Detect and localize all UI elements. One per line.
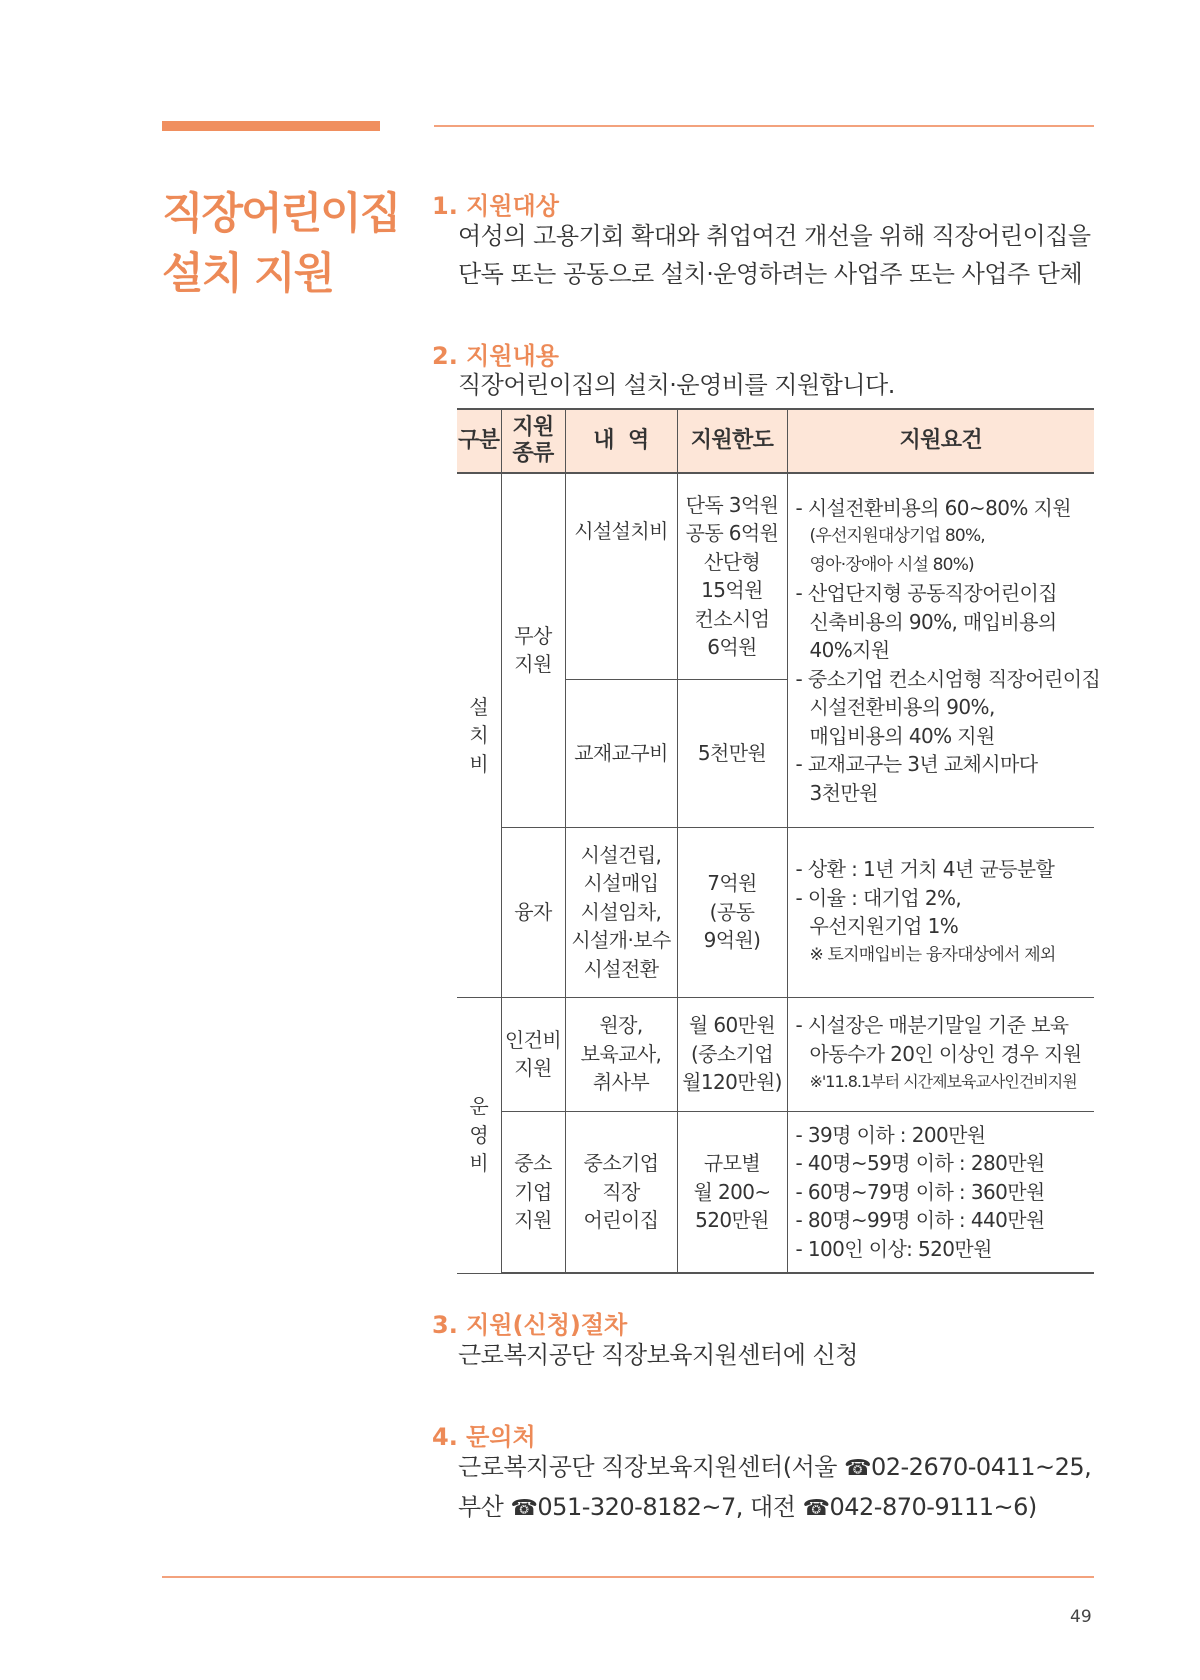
items-sme: 중소기업 직장 어린이집 — [565, 1111, 677, 1273]
page-number: 49 — [1070, 1607, 1092, 1627]
phone-icon: ☎ — [510, 1496, 538, 1521]
phone-icon: ☎ — [802, 1496, 830, 1521]
header-limit: 지원한도 — [677, 409, 787, 473]
header-category: 구분 — [457, 409, 501, 473]
items-loan: 시설건립, 시설매입 시설임차, 시설개·보수 시설전환 — [565, 827, 677, 997]
limit-material: 5천만원 — [677, 679, 787, 827]
requirement-sme: - 39명 이하 : 200만원 - 40명~59명 이하 : 280만원 - 60명~79명 이하 : 360만원 - 80명~99명 이하 : 440만원 - 100인 이상: 520만원 — [787, 1111, 1094, 1273]
requirement-free: - 시설전환비용의 60~80% 지원 (우선지원대상기업 80%, 영아·장애아 시설 80%) - 산업단지형 공동직장어린이집 신축비용의 90%, 매입비용의 40%지원 - 중소기업 컨소시엄형 직장어린이집 시설전환비용의 90%, 매입비용의 40% 지원 - 교재교구는 3년 교체시마다 3천만원 — [787, 473, 1094, 827]
table-row — [457, 1111, 1094, 1273]
section-heading-target: 1. 지원대상 — [432, 192, 559, 220]
type-labor: 인건비 지원 — [501, 997, 565, 1111]
table-header-row — [457, 409, 1094, 473]
requirement-labor: - 시설장은 매분기말일 기준 보육 아동수가 20인 이상인 경우 지원 ※'11.8.1부터 시간제보육교사인건비지원 — [787, 997, 1094, 1111]
type-free: 무상 지원 — [501, 473, 565, 827]
phone-icon: ☎ — [844, 1456, 871, 1481]
page-title: 직장어린이집 설치 지원 — [162, 189, 400, 299]
section-heading-procedure: 3. 지원(신청)절차 — [432, 1311, 628, 1339]
section-body-contact: 근로복지공단 직장보육지원센터(서울 ☎02-2670-0411~25, 부산 ☎051-320-8182~7, 대전 ☎042-870-9111~6) — [458, 1453, 1092, 1521]
category-operate: 운 영 비 — [457, 997, 501, 1273]
type-sme: 중소 기업 지원 — [501, 1111, 565, 1273]
table-row — [457, 997, 1094, 1111]
category-install: 설 치 비 — [457, 473, 501, 997]
header-detail: 내 역 — [565, 409, 677, 473]
section-heading-contact: 4. 문의처 — [432, 1423, 536, 1451]
item-facility: 시설설치비 — [565, 473, 677, 679]
header-type: 지원 종류 — [501, 409, 565, 473]
limit-sme: 규모별 월 200~ 520만원 — [677, 1111, 787, 1273]
support-table — [457, 408, 1101, 1274]
item-material: 교재교구비 — [565, 679, 677, 827]
type-loan: 융자 — [501, 827, 565, 997]
header-requirement: 지원요건 — [787, 409, 1094, 473]
table-row — [457, 827, 1094, 997]
table-row — [457, 473, 1094, 679]
top-rule — [434, 125, 1094, 127]
limit-labor: 월 60만원 (중소기업 월120만원) — [677, 997, 787, 1111]
section-body-target: 여성의 고용기회 확대와 취업여건 개선을 위해 직장어린이집을 단독 또는 공동으로 설치·운영하려는 사업주 또는 사업주 단체 — [458, 222, 1091, 288]
bottom-rule — [162, 1576, 1094, 1578]
limit-facility: 단독 3억원 공동 6억원 산단형 15억원 컨소시엄 6억원 — [677, 473, 787, 679]
section-body-content: 직장어린이집의 설치·운영비를 지원합니다. — [458, 371, 895, 399]
section-heading-content: 2. 지원내용 — [432, 342, 559, 370]
section-body-procedure: 근로복지공단 직장보육지원센터에 신청 — [458, 1341, 858, 1369]
items-labor: 원장, 보육교사, 취사부 — [565, 997, 677, 1111]
requirement-loan: - 상환 : 1년 거치 4년 균등분할 - 이율 : 대기업 2%, 우선지원기업 1% ※ 토지매입비는 융자대상에서 제외 — [787, 827, 1094, 997]
accent-bar — [162, 121, 380, 131]
limit-loan: 7억원 (공동 9억원) — [677, 827, 787, 997]
